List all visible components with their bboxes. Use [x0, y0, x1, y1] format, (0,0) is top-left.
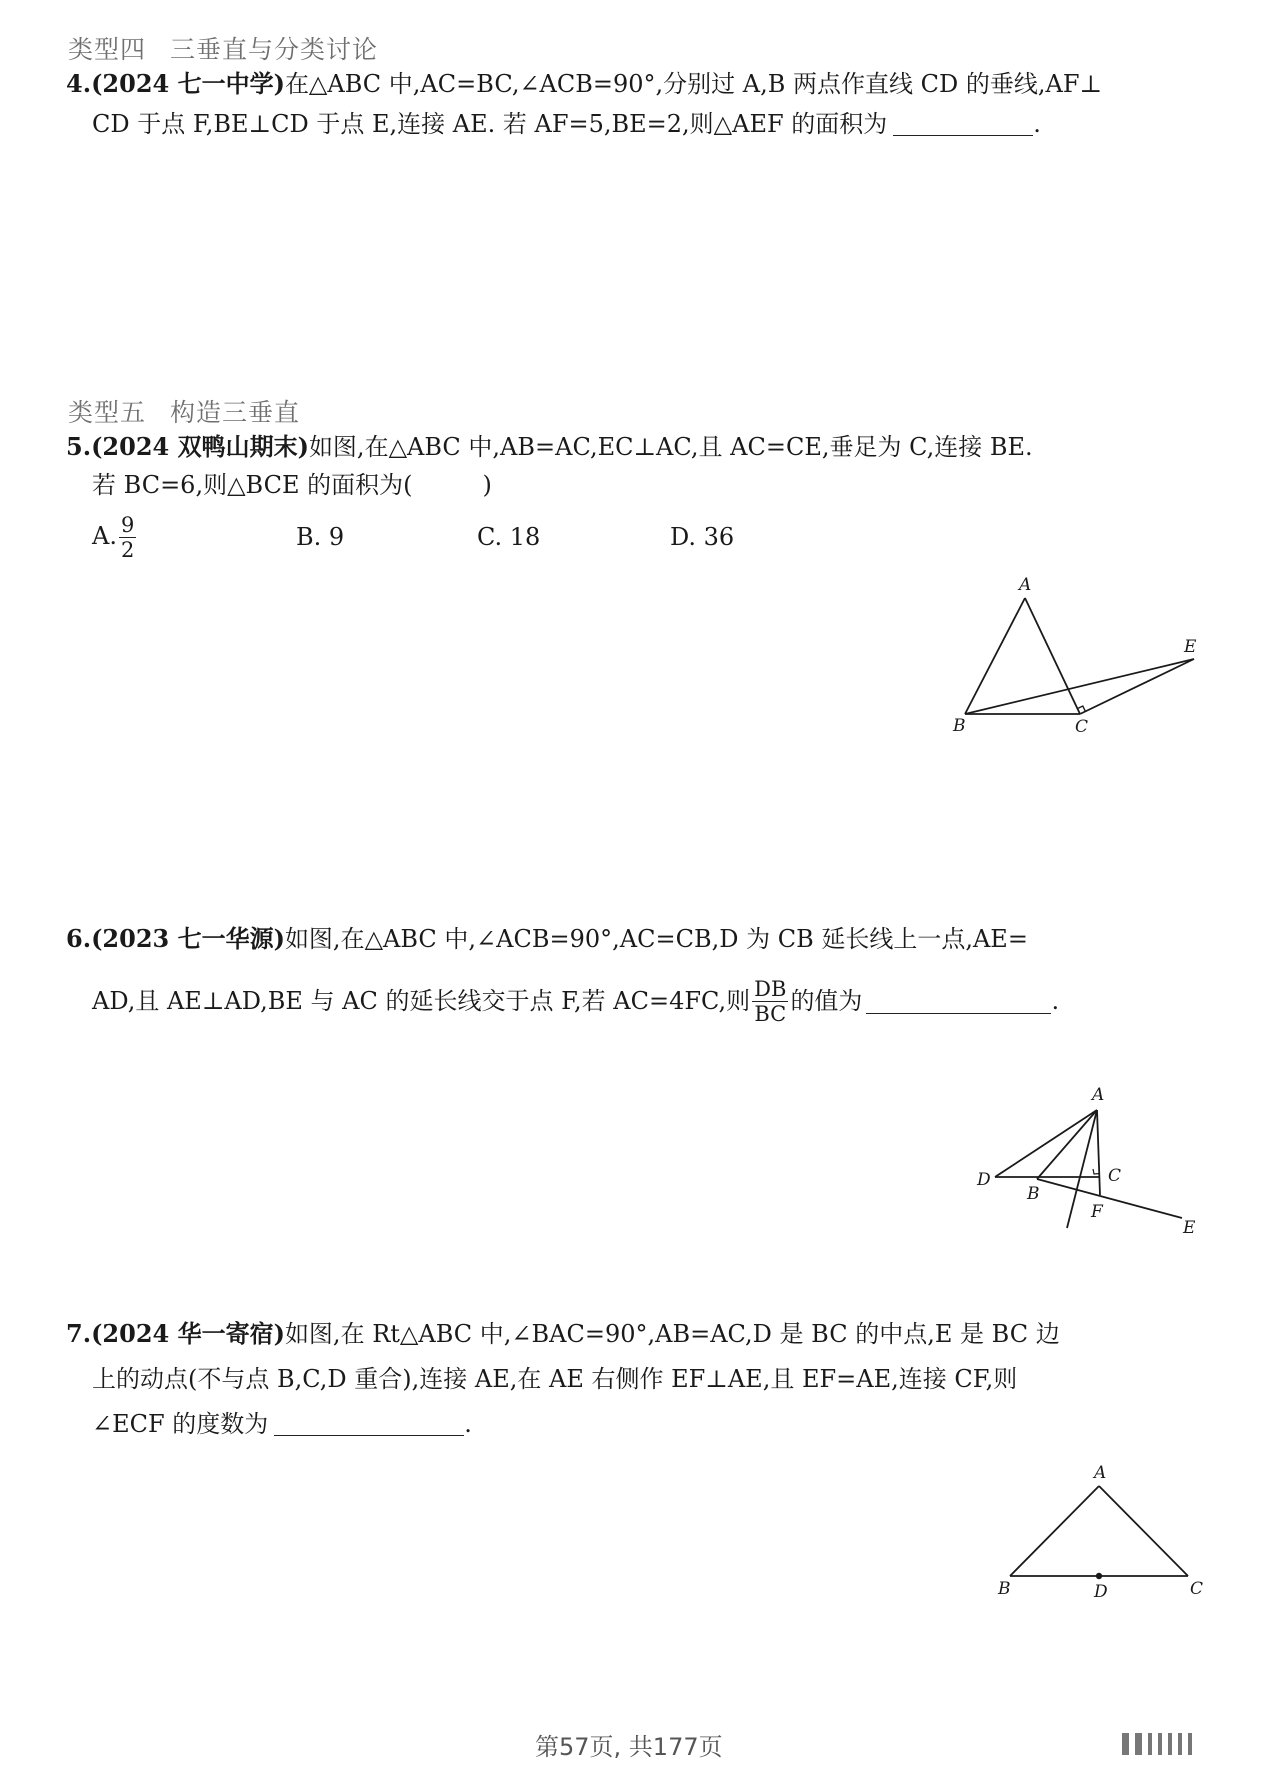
segment-be — [965, 659, 1194, 714]
problem-text: AD,且 AE⊥AD,BE 与 AC 的延长线交于点 F,若 AC=4FC,则 — [92, 987, 751, 1015]
problem-6-line-1 — [66, 923, 1028, 955]
problem-6-line-2 — [92, 971, 1059, 1031]
problem-text: 如图,在 Rt△ABC 中,∠BAC=90°,AB=AC,D 是 BC 的中点,E 是 BC 边 — [284, 1320, 1060, 1348]
fraction-numerator: 9 — [120, 513, 135, 537]
problem-source: (2024 七一中学) — [91, 69, 285, 98]
segment-af — [1097, 1110, 1100, 1195]
fraction-denominator: 2 — [120, 538, 135, 562]
fraction-numerator: DB — [754, 976, 787, 1001]
label-c: C — [1108, 1166, 1122, 1186]
period: . — [1033, 110, 1041, 138]
problem-text: ∠ECF 的度数为 — [92, 1410, 269, 1438]
problem-4-line-2 — [92, 108, 1041, 140]
option-c[interactable]: C. 18 — [477, 523, 541, 551]
label-b: B — [998, 1579, 1011, 1599]
page-indicator: 第57页, 共177页 — [535, 1733, 723, 1761]
problem-text: 如图,在△ABC 中,AB=AC,EC⊥AC,且 AC=CE,垂足为 C,连接 BE. — [308, 433, 1033, 461]
label-b: B — [953, 716, 966, 736]
section-heading-type4 — [68, 30, 378, 66]
section-heading-type5 — [68, 393, 300, 429]
label-c: C — [1190, 1579, 1204, 1599]
problem-text: 在△ABC 中,AC=BC,∠ACB=90°,分别过 A,B 两点作直线 CD 的垂线,AF⊥ — [284, 70, 1103, 98]
fraction-denominator: BC — [754, 1001, 787, 1026]
close-paren: ) — [482, 471, 492, 499]
answer-blank[interactable] — [866, 989, 1051, 1014]
option-d[interactable]: D. 36 — [670, 523, 735, 551]
point-d — [1096, 1573, 1102, 1579]
problem-number: 6. — [66, 924, 92, 953]
problem-source: (2024 双鸭山期末) — [91, 432, 309, 461]
figure-problem-7 — [990, 1460, 1220, 1620]
problem-source: (2024 华一寄宿) — [91, 1319, 285, 1348]
problem-text: 若 BC=6,则△BCE 的面积为( — [92, 471, 413, 499]
option-b[interactable]: B. 9 — [296, 523, 345, 551]
answer-blank[interactable] — [893, 111, 1033, 136]
answer-blank[interactable] — [274, 1411, 464, 1436]
problem-text: 如图,在△ABC 中,∠ACB=90°,AC=CB,D 为 CB 延长线上一点,AE= — [284, 925, 1028, 953]
label-a: A — [1019, 575, 1032, 595]
option-a[interactable] — [92, 513, 138, 562]
label-a: A — [1094, 1463, 1107, 1483]
section-title: 构造三垂直 — [170, 398, 301, 427]
label-f: F — [1091, 1202, 1103, 1222]
problem-5-line-1 — [66, 431, 1033, 463]
figure-problem-5 — [940, 568, 1200, 738]
option-a-fraction — [119, 513, 136, 562]
label-c: C — [1075, 717, 1089, 737]
problem-5-line-2 — [92, 469, 492, 501]
label-d: D — [1094, 1582, 1108, 1602]
problem-text: 上的动点(不与点 B,C,D 重合),连接 AE,在 AE 右侧作 EF⊥AE,且 EF=AE,连接 CF,则 — [92, 1365, 1018, 1393]
problem-number: 7. — [66, 1319, 92, 1348]
option-a-label: A. — [92, 522, 117, 550]
problem-text: 的值为 — [790, 987, 863, 1015]
problem-source: (2023 七一华源) — [91, 924, 285, 953]
problem-number: 4. — [66, 69, 92, 98]
segment-ab — [1010, 1486, 1099, 1576]
label-b: B — [1027, 1184, 1040, 1204]
segment-ac — [1099, 1486, 1188, 1576]
section-title: 三垂直与分类讨论 — [170, 35, 379, 64]
figure-problem-6 — [950, 1070, 1210, 1240]
problem-text: CD 于点 F,BE⊥CD 于点 E,连接 AE. 若 AF=5,BE=2,则△AEF 的面积为 — [92, 110, 888, 138]
problem-number: 5. — [66, 432, 92, 461]
problem-7-line-2 — [92, 1363, 1017, 1395]
period: . — [464, 1410, 472, 1438]
segment-ac — [1025, 598, 1080, 714]
label-a: A — [1092, 1085, 1105, 1105]
problem-7-line-1 — [66, 1318, 1060, 1350]
fraction-db-bc — [752, 977, 788, 1026]
problem-7-line-3 — [92, 1408, 472, 1440]
segment-ab — [965, 598, 1025, 714]
section-label: 类型四 — [68, 35, 147, 64]
segment-ce — [1080, 659, 1194, 714]
section-label: 类型五 — [68, 398, 147, 427]
view-controls-icon[interactable] — [1122, 1733, 1198, 1759]
label-e: E — [1184, 637, 1197, 657]
problem-4-line-1 — [66, 68, 1102, 100]
label-d: D — [977, 1170, 991, 1190]
period: . — [1051, 987, 1060, 1015]
label-e: E — [1183, 1218, 1196, 1238]
